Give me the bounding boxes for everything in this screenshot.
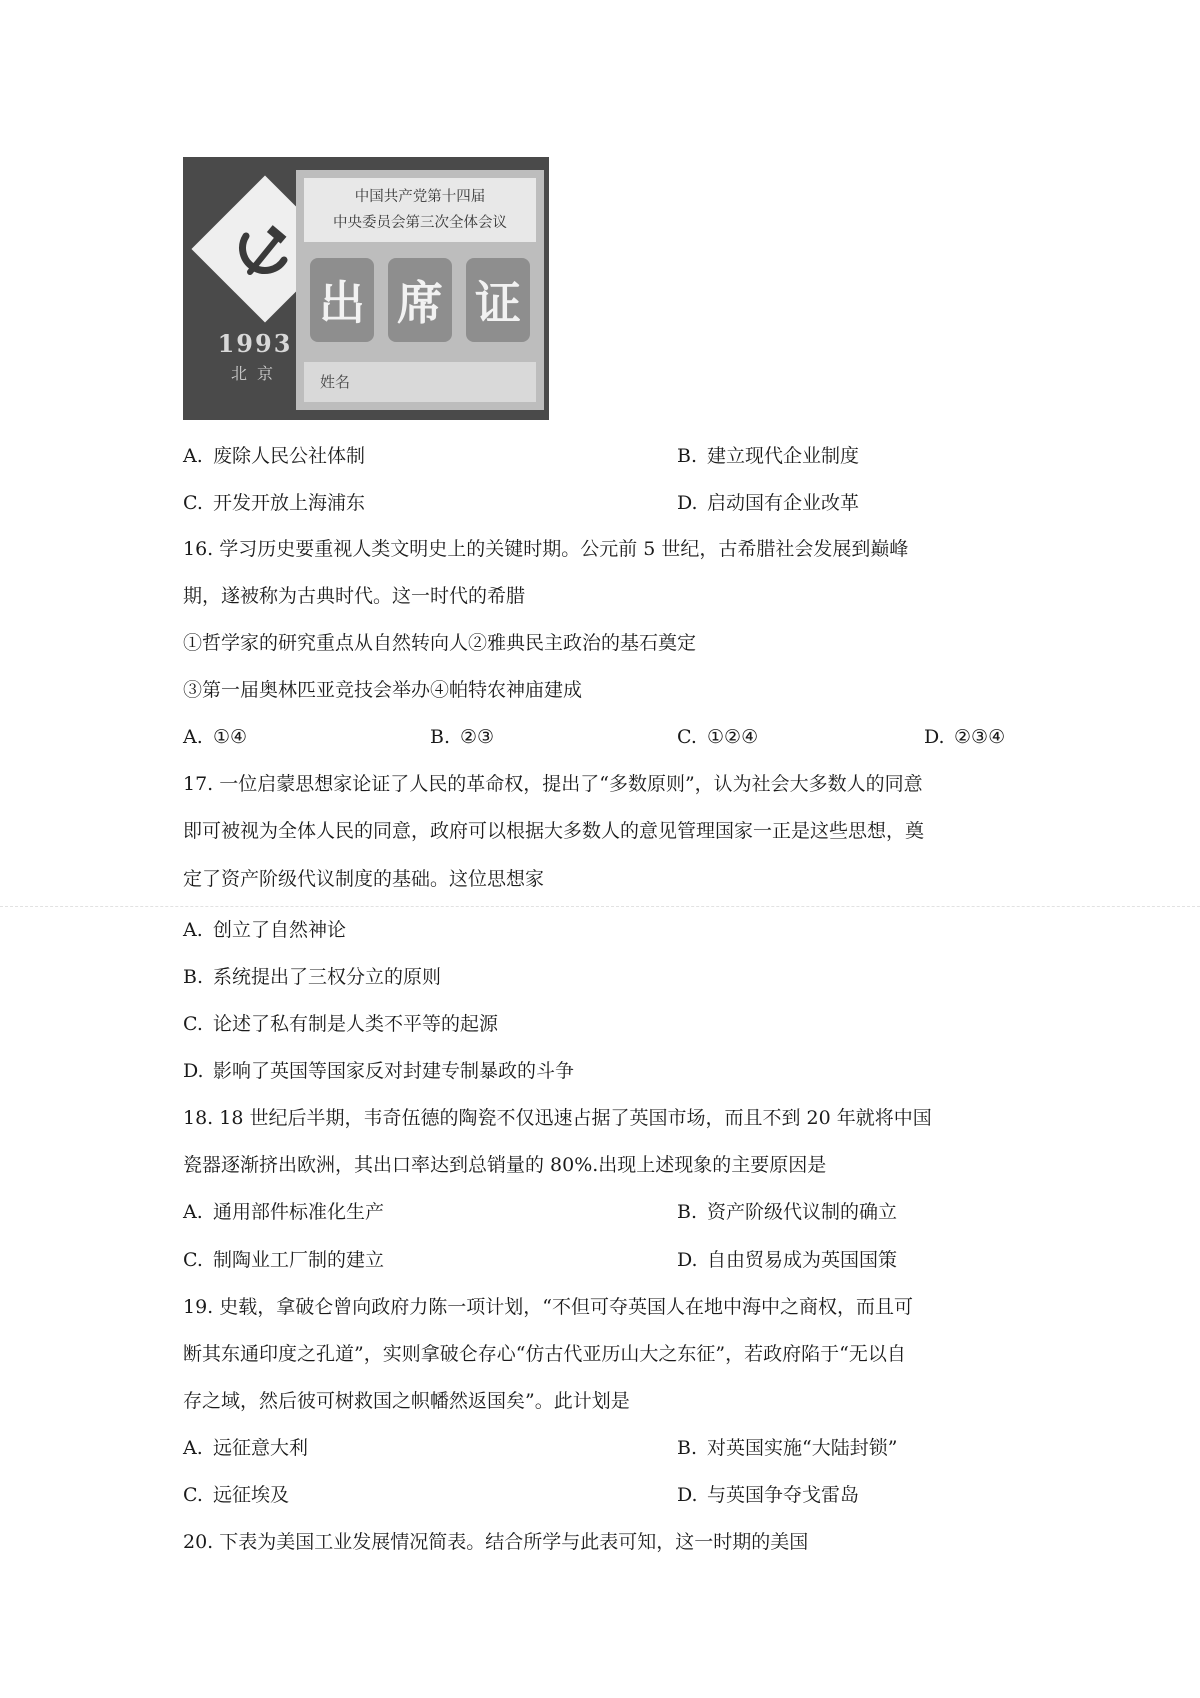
pass-panel: [296, 170, 544, 410]
option-letter: D.: [677, 1484, 698, 1506]
q17-option-d[interactable]: [183, 1058, 574, 1084]
option-text: ②③: [460, 726, 495, 748]
option-letter: B.: [677, 1201, 698, 1223]
q16-option-d[interactable]: [924, 724, 1005, 750]
q17-option-b[interactable]: [183, 964, 441, 990]
q19-stem-line: 断其东通印度之孔道”，实则拿破仑存心“仿古代亚历山大之东征”，若政府陷于“无以自: [183, 1343, 906, 1365]
q16-statement-line: ③第一届奥林匹亚竞技会举办④帕特农神庙建成: [183, 679, 583, 701]
q17-stem-line: 17. 一位启蒙思想家论证了人民的革命权，提出了“多数原则”，认为社会大多数人的同意: [183, 773, 923, 795]
option-text: 制陶业工厂制的建立: [213, 1249, 385, 1271]
option-letter: B.: [183, 966, 204, 988]
option-text: ①④: [213, 726, 248, 748]
pass-title-char: 出: [310, 258, 374, 342]
q20-stem-line: 20. 下表为美国工业发展情况简表。结合所学与此表可知，这一时期的美国: [183, 1531, 809, 1553]
pass-year: 1993: [217, 329, 293, 358]
q18-stem-line: 瓷器逐渐挤出欧洲，其出口率达到总销量的 80%.出现上述现象的主要原因是: [183, 1154, 827, 1176]
option-letter: C.: [677, 726, 697, 748]
q17-option-a[interactable]: [183, 917, 346, 943]
pass-title-char: 席: [388, 258, 452, 342]
option-letter: B.: [677, 445, 698, 467]
pass-city: 北京: [230, 364, 283, 383]
option-letter: C.: [183, 1484, 203, 1506]
q15-option-a[interactable]: [183, 443, 365, 469]
q17-stem-line: 定了资产阶级代议制度的基础。这位思想家: [183, 868, 545, 890]
option-letter: D.: [183, 1060, 204, 1082]
q19-option-c[interactable]: [183, 1482, 289, 1508]
option-text: 对英国实施“大陆封锁”: [707, 1437, 898, 1459]
q15-option-d[interactable]: [677, 490, 859, 516]
option-letter: A.: [183, 726, 203, 748]
q18-option-c[interactable]: [183, 1247, 384, 1273]
q18-option-d[interactable]: [677, 1247, 897, 1273]
option-text: 自由贸易成为英国国策: [707, 1249, 898, 1271]
q18-option-b[interactable]: [677, 1199, 897, 1225]
option-letter: D.: [677, 1249, 698, 1271]
option-text: 建立现代企业制度: [707, 445, 860, 467]
q16-statement-line: ①哲学家的研究重点从自然转向人②雅典民主政治的基石奠定: [183, 632, 697, 654]
page-divider: [0, 906, 1200, 907]
q18-option-a[interactable]: [183, 1199, 384, 1225]
q16-stem-line: 16. 学习历史要重视人类文明史上的关键时期。公元前 5 世纪，古希腊社会发展到巅峰: [183, 538, 909, 560]
option-text: 远征意大利: [213, 1437, 309, 1459]
attendance-pass-photo: [183, 157, 549, 420]
pass-title: [310, 258, 530, 342]
option-text: 系统提出了三权分立的原则: [213, 966, 442, 988]
option-text: 开发开放上海浦东: [213, 492, 366, 514]
q19-option-b[interactable]: [677, 1435, 897, 1461]
option-text: 影响了英国等国家反对封建专制暴政的斗争: [213, 1060, 575, 1082]
option-letter: A.: [183, 445, 203, 467]
q19-stem-line: 19. 史载，拿破仑曾向政府力陈一项计划，“不但可夺英国人在地中海中之商权，而且可: [183, 1296, 913, 1318]
q16-option-c[interactable]: [677, 724, 758, 750]
q16-option-a[interactable]: [183, 724, 247, 750]
q16-option-b[interactable]: [430, 724, 494, 750]
q19-option-d[interactable]: [677, 1482, 859, 1508]
pass-title-char: 证: [466, 258, 530, 342]
option-letter: A.: [183, 1437, 203, 1459]
option-letter: D.: [924, 726, 945, 748]
option-text: 废除人民公社体制: [213, 445, 366, 467]
q16-stem-line: 期，遂被称为古典时代。这一时代的希腊: [183, 585, 526, 607]
option-letter: B.: [430, 726, 451, 748]
option-letter: D.: [677, 492, 698, 514]
option-letter: C.: [183, 1249, 203, 1271]
q17-stem-line: 即可被视为全体人民的同意，政府可以根据大多数人的意见管理国家一正是这些思想，奠: [183, 820, 925, 842]
option-text: 与英国争夺戈雷岛: [707, 1484, 860, 1506]
pass-header-line1: 中国共产党第十四届: [354, 189, 486, 205]
q19-stem-line: 存之域，然后彼可树救国之帜幡然返国矣”。此计划是: [183, 1390, 630, 1412]
q19-option-a[interactable]: [183, 1435, 308, 1461]
option-text: 启动国有企业改革: [707, 492, 860, 514]
option-letter: A.: [183, 919, 203, 941]
option-letter: B.: [677, 1437, 698, 1459]
q17-option-c[interactable]: [183, 1011, 498, 1037]
option-text: 通用部件标准化生产: [213, 1201, 385, 1223]
option-text: ②③④: [954, 726, 1006, 748]
q18-stem-line: 18. 18 世纪后半期，韦奇伍德的陶瓷不仅迅速占据了英国市场，而且不到 20 年就将中国: [183, 1107, 932, 1129]
option-letter: C.: [183, 492, 203, 514]
q15-option-c[interactable]: [183, 490, 365, 516]
pass-header: [304, 178, 536, 242]
option-text: 远征埃及: [213, 1484, 290, 1506]
option-text: 创立了自然神论: [213, 919, 347, 941]
q15-option-b[interactable]: [677, 443, 859, 469]
option-text: 论述了私有制是人类不平等的起源: [213, 1013, 499, 1035]
option-text: ①②④: [707, 726, 759, 748]
option-letter: A.: [183, 1201, 203, 1223]
option-text: 资产阶级代议制的确立: [707, 1201, 898, 1223]
option-letter: C.: [183, 1013, 203, 1035]
pass-name-field: 姓名: [304, 362, 536, 402]
pass-header-line2: 中央委员会第三次全体会议: [333, 215, 507, 231]
